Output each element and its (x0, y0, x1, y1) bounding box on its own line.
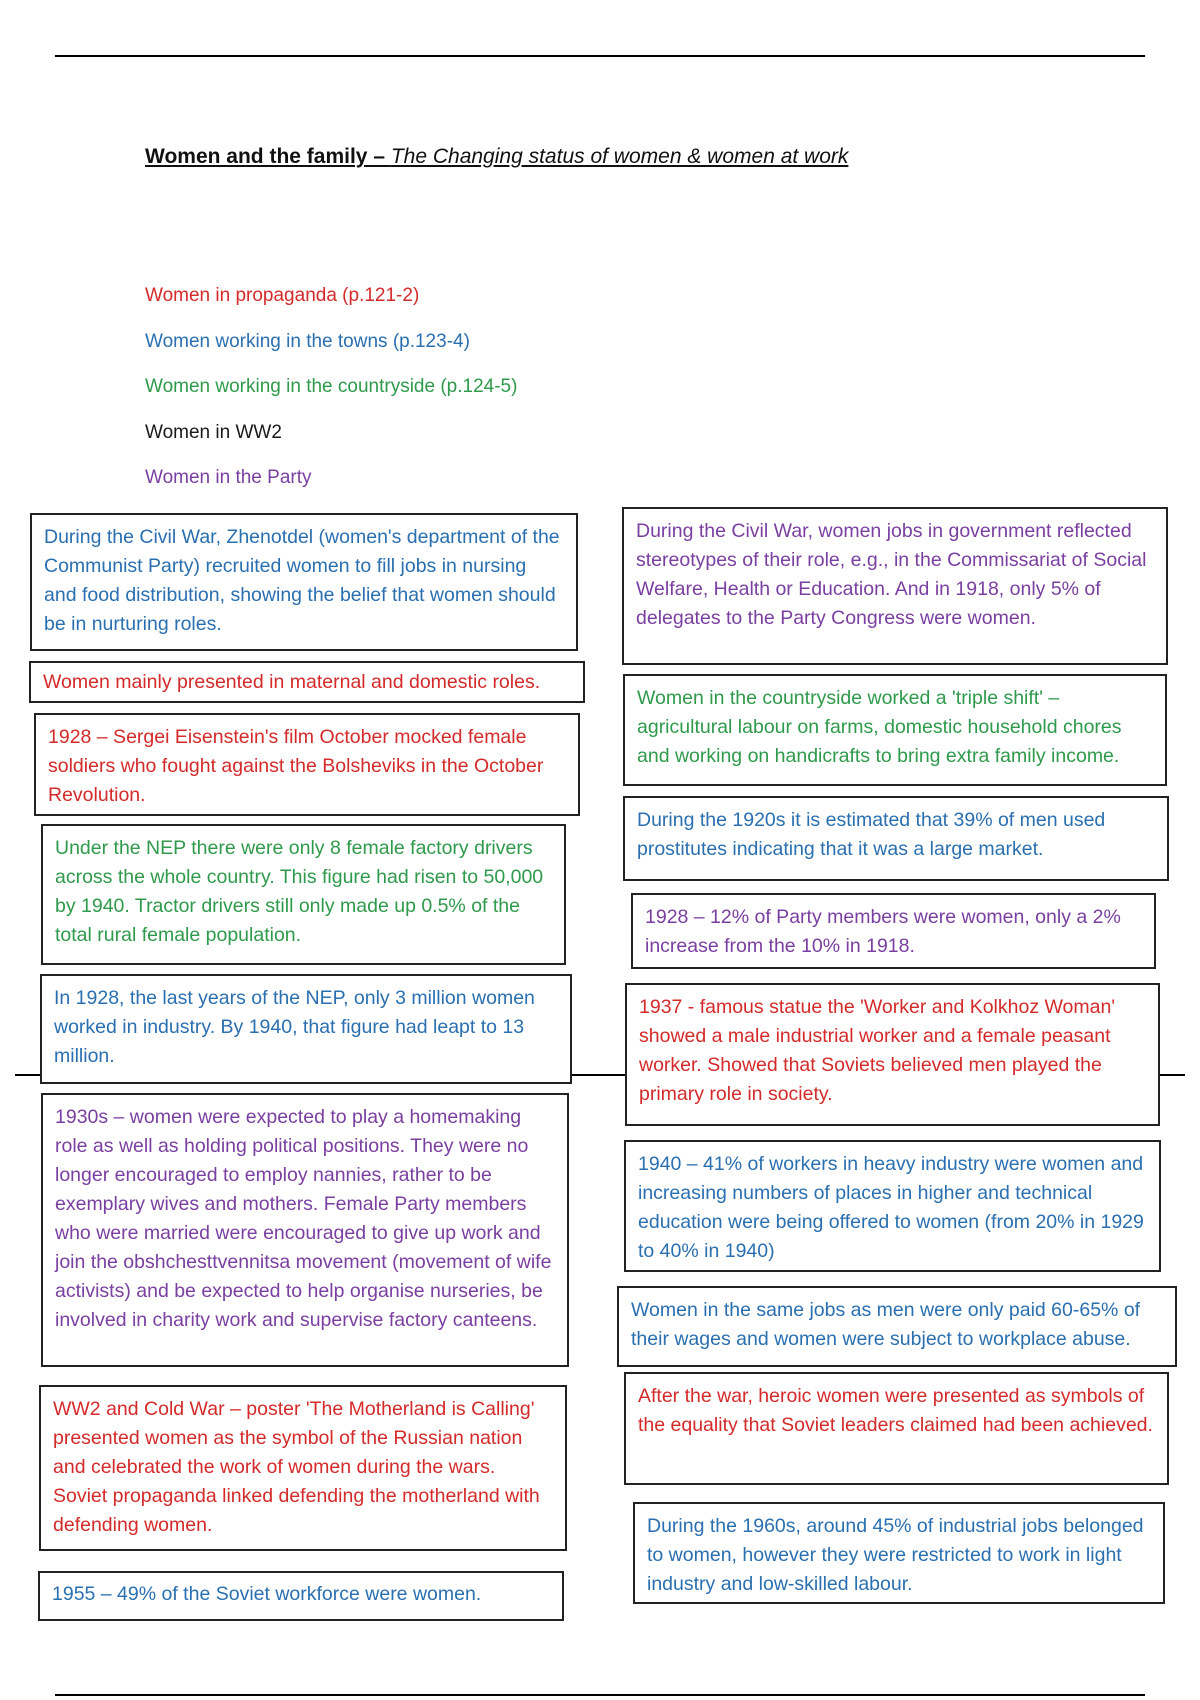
key-propaganda: Women in propaganda (p.121-2) (145, 285, 420, 306)
note-box: During the 1960s, around 45% of industrial jobs belonged to women, however they were restricted to work in light industry and low-skilled labour. (633, 1502, 1165, 1604)
page-break-rule-middle (570, 1074, 626, 1076)
note-box: 1955 – 49% of the Soviet workforce were women. (38, 1571, 564, 1621)
note-box: In 1928, the last years of the NEP, only 3 million women worked in industry. By 1940, that figure had leapt to 13 million. (40, 974, 572, 1084)
note-box: 1937 - famous statue the 'Worker and Kolkhoz Woman' showed a male industrial worker and a female peasant worker. Showed that Soviets believed men played the primary role in society. (625, 983, 1160, 1126)
top-rule (55, 55, 1145, 57)
page-title (145, 145, 848, 169)
note-box: Women in the countryside worked a 'triple shift' – agricultural labour on farms, domestic household chores and working on handicrafts to bring extra family income. (623, 674, 1167, 786)
note-box: 1930s – women were expected to play a homemaking role as well as holding political positions. They were no longer encouraged to employ nannies, rather to be exemplary wives and mothers. Female Party members who were married were encouraged to give up work and join the obshchesttvennitsa movement (movement of wife activists) and be expected to help organise nurseries, be involved in charity work and supervise factory canteens. (41, 1093, 569, 1367)
key-towns: Women working in the towns (p.123-4) (145, 331, 470, 352)
key-party: Women in the Party (145, 467, 312, 488)
title-subtitle: The Changing status of women & women at work (390, 145, 849, 168)
note-box: During the 1920s it is estimated that 39% of men used prostitutes indicating that it was a large market. (623, 796, 1169, 881)
note-box: Under the NEP there were only 8 female factory drivers across the whole country. This figure had risen to 50,000 by 1940. Tractor drivers still only made up 0.5% of the total rural female population. (41, 824, 566, 965)
key-countryside: Women working in the countryside (p.124-5) (145, 376, 518, 397)
note-box: During the Civil War, Zhenotdel (women's department of the Communist Party) recruited women to fill jobs in nursing and food distribution, showing the belief that women should be in nurturing roles. (30, 513, 578, 651)
title-main: Women and the family – (145, 145, 391, 168)
note-box: Women in the same jobs as men were only paid 60-65% of their wages and women were subject to workplace abuse. (617, 1286, 1177, 1367)
page-break-rule-right (1158, 1074, 1185, 1076)
note-box: After the war, heroic women were presented as symbols of the equality that Soviet leaders claimed had been achieved. (624, 1372, 1169, 1485)
note-box: 1928 – Sergei Eisenstein's film October mocked female soldiers who fought against the Bolsheviks in the October Revolution. (34, 713, 580, 816)
key-ww2: Women in WW2 (145, 422, 282, 443)
note-box: 1928 – 12% of Party members were women, only a 2% increase from the 10% in 1918. (631, 893, 1156, 969)
bottom-rule (55, 1694, 1145, 1696)
note-box: WW2 and Cold War – poster 'The Motherland is Calling' presented women as the symbol of the Russian nation and celebrated the work of women during the wars. Soviet propaganda linked defending the motherland with defending women. (39, 1385, 567, 1551)
note-box: During the Civil War, women jobs in government reflected stereotypes of their role, e.g., in the Commissariat of Social Welfare, Health or Education. And in 1918, only 5% of delegates to the Party Congress were women. (622, 507, 1168, 665)
note-box: Women mainly presented in maternal and domestic roles. (29, 661, 585, 703)
page-break-rule-left (15, 1074, 40, 1076)
note-box: 1940 – 41% of workers in heavy industry were women and increasing numbers of places in higher and technical education were being offered to women (from 20% in 1929 to 40% in 1940) (624, 1140, 1161, 1272)
